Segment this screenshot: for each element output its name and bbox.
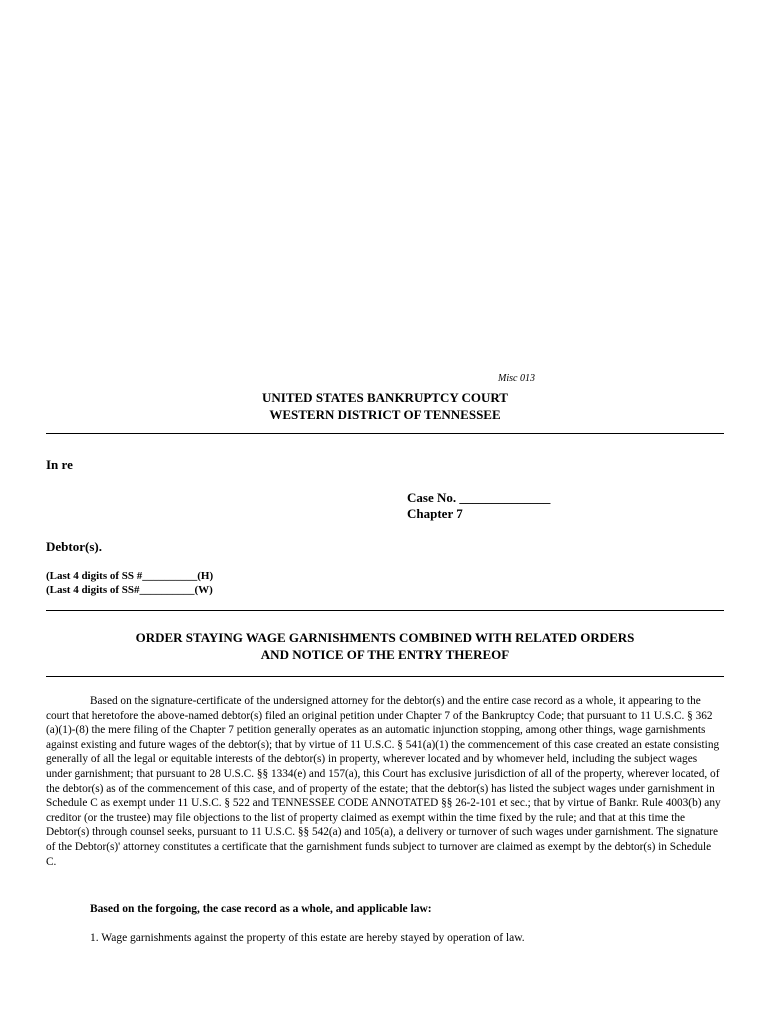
court-name: UNITED STATES BANKRUPTCY COURT [262, 390, 508, 405]
order-title-line2: AND NOTICE OF THE ENTRY THEREOF [260, 647, 510, 662]
ss-wife-field: (Last 4 digits of SS#__________(W) [46, 584, 213, 596]
order-title-line1: ORDER STAYING WAGE GARNISHMENTS COMBINED WITH RELATED ORDERS [135, 630, 635, 645]
divider-rule [46, 610, 724, 611]
ss-husband-field: (Last 4 digits of SS #__________(H) [46, 570, 214, 582]
order-body-paragraph [46, 694, 724, 869]
in-re-label: In re [46, 457, 73, 472]
paragraph-text: Based on the signature-certificate of the undersigned attorney for the debtor(s) and the entire case record as a whole, it appearing to the court that heretofore the above-named debtor(s) filed an original petition under Chapter 7 of the Bankruptcy Code; that pursuant to 11 U.S.C. § 362 (a)(1)-(8) the mere filing of the Chapter 7 petition generally operates as an automatic injunction stopping, among other things, wage garnishments against existing and future wages of the debtor(s); that by virtue of 11 U.S.C. § 541(a)(1) the commencement of this case created an estate consisting generally of all the legal or equitable interests of the debtor(s) in property, wherever located and by whomever held, including the subject wages under garnishment; that pursuant to 28 U.S.C. §§ 1334(e) and 157(a), this Court has exclusive jurisdiction of all of the property, wherever located, of the debtor(s) as of the commencement of this case, and of property of the estate; that the debtor(s) has listed the subject wages under garnishment in Schedule C as exempt under 11 U.S.C. § 522 and TENNESSEE CODE ANNOTATED §§ 26-2-101 et sec.; that by virtue of Bankr. Rule 4003(b) any creditor (or the trustee) may file objections to the list of property claimed as exempt within the time fixed by the rule; and that at this time the Debtor(s) through counsel seeks, pursuant to 11 U.S.C. §§ 542(a) and 105(a), a delivery or turnover of such wages under garnishment. The signature of the Debtor(s)' attorney constitutes a certificate that the garnishment funds subject to turnover are claimed as exempt by the debtor(s) in Schedule C. [46, 695, 721, 868]
debtors-label: Debtor(s). [46, 539, 102, 554]
court-district: WESTERN DISTRICT OF TENNESSEE [269, 407, 501, 422]
case-number-field: Case No. ______________ [407, 490, 551, 505]
order-item-1: 1. Wage garnishments against the property of this estate are hereby stayed by operation of law. [90, 932, 525, 944]
divider-rule [46, 433, 724, 434]
chapter-label: Chapter 7 [407, 506, 463, 521]
divider-rule [46, 676, 724, 677]
basis-statement: Based on the forgoing, the case record as a whole, and applicable law: [90, 903, 432, 915]
form-number: Misc 013 [498, 373, 535, 384]
